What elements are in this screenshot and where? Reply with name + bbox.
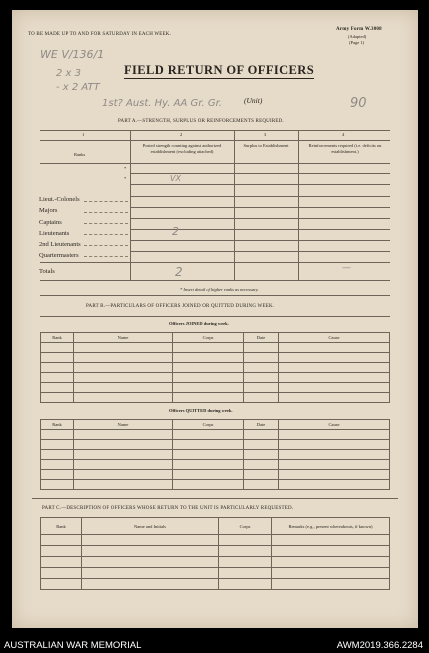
rank-rule (130, 229, 390, 230)
handwritten-unit: 1st? Aust. Hy. AA Gr. Gr. (102, 98, 222, 109)
col-cause: Cause (279, 420, 390, 430)
table-row (41, 450, 390, 460)
table-row (41, 373, 390, 383)
table-row (41, 440, 390, 450)
rank-rule (130, 196, 390, 197)
part-c-heading: PART C.—DESCRIPTION OF OFFICERS WHOSE RETURN TO THE UNIT IS PARTICULARLY REQUESTED. (42, 506, 294, 511)
adapted-label: (Adapted) (348, 34, 367, 39)
table-row (41, 460, 390, 470)
col-name-initials: Name and Initials (82, 518, 219, 535)
col-name: Name (74, 333, 173, 343)
col-date: Date (244, 333, 279, 343)
part-c-table (40, 517, 390, 590)
handwritten-reinf-total: — (342, 263, 351, 273)
rank-rule (130, 218, 390, 219)
col-number-2: 2 (180, 132, 183, 137)
table-row (41, 393, 390, 403)
table-row (41, 546, 390, 557)
star-rule-2 (130, 184, 390, 185)
fold-line (32, 498, 398, 499)
quitted-header-row (41, 420, 390, 430)
table-row (41, 557, 390, 568)
ranks-list (39, 194, 81, 262)
table-row (41, 383, 390, 393)
rank-majors: Majors (39, 207, 58, 215)
rank-lieut-colonels: Lieut.-Colonels (39, 196, 80, 203)
col-corps: Corps (173, 333, 244, 343)
col-number-4: 4 (342, 132, 345, 137)
leader-dots (84, 256, 128, 257)
col-rank: Rank (41, 333, 74, 343)
ranks-header: Ranks (74, 152, 86, 157)
handwritten-lieutenants: 2 (172, 225, 179, 238)
surplus-header: Surplus to Establishment (243, 143, 289, 148)
part-c-header-row (41, 518, 390, 535)
unit-label: (Unit) (244, 96, 263, 105)
handwritten-note-2: - x 2 ATT (56, 82, 100, 93)
leader-dots (84, 201, 128, 202)
part-a-col-divider-1 (130, 130, 131, 280)
joined-title: Officers JOINED during week. (169, 321, 229, 326)
rank-rule (130, 251, 390, 252)
part-b-heading: PART B.—PARTICULARS OF OFFICERS JOINED OR QUITTED DURING WEEK. (86, 304, 275, 309)
part-a-col-divider-3 (298, 130, 299, 280)
rank-rule (130, 240, 390, 241)
leader-dots (84, 223, 128, 224)
table-row (41, 363, 390, 373)
reinforcements-header: Reinforcements required (i.e. deficits on establishment.) (308, 143, 382, 154)
leader-dots (84, 234, 128, 235)
star-row-1: * (124, 166, 127, 171)
posted-strength-header: Posted strength counting against authorized establishment (excluding attached) (142, 143, 222, 154)
totals-rule (40, 262, 390, 263)
part-b-rule (40, 316, 390, 317)
part-a-bottom-rule (40, 280, 390, 281)
col-date: Date (244, 420, 279, 430)
section-divider (40, 295, 390, 296)
table-row (41, 470, 390, 480)
joined-header-row (41, 333, 390, 343)
instruction-text: TO BE MADE UP TO AND FOR SATURDAY IN EACH WEEK. (28, 32, 172, 37)
quitted-table (40, 419, 390, 490)
page-title: FIELD RETURN OF OFFICERS (124, 63, 315, 77)
table-row (41, 430, 390, 440)
handwritten-vx: VX (170, 174, 181, 183)
rank-2nd-lieutenants: 2nd Lieutenants (39, 241, 81, 249)
table-row (41, 480, 390, 490)
rank-lieutenants: Lieutenants (39, 229, 70, 237)
rank-captains: Captains (39, 218, 62, 226)
part-a-heading: PART A.—STRENGTH, SURPLUS OR REINFORCEMENTS REQUIRED. (118, 119, 284, 124)
star-row-2: * (124, 176, 127, 181)
table-row (41, 353, 390, 363)
leader-dots (84, 212, 128, 213)
col-corps: Corps (173, 420, 244, 430)
rank-quartermasters: Quartermasters (39, 252, 79, 260)
part-a-top-rule (40, 130, 390, 131)
handwritten-totals: 2 (175, 265, 183, 279)
col-rank: Rank (41, 518, 82, 535)
col-name: Name (74, 420, 173, 430)
part-a-col-divider-2 (234, 130, 235, 280)
quitted-title: Officers QUITTED during week. (169, 408, 233, 413)
footer-accession-number: AWM2019.366.2284 (336, 640, 423, 651)
footer-institution: AUSTRALIAN WAR MEMORIAL (4, 640, 142, 651)
col-remarks: Remarks (e.g., present whereabouts, if known) (272, 518, 390, 535)
col-number-3: 3 (264, 132, 267, 137)
col-corps: Corps (219, 518, 272, 535)
footnote: * Insert detail of higher ranks as necessary. (180, 287, 259, 292)
page-number: (Page 1) (349, 40, 365, 45)
star-rule-1 (130, 173, 390, 174)
handwritten-number: 90 (350, 96, 367, 111)
handwritten-reference: WE V/136/1 (40, 48, 105, 61)
table-row (41, 579, 390, 590)
table-row (41, 535, 390, 546)
handwritten-note-1: 2 x 3 (56, 68, 81, 79)
part-a-number-rule (40, 140, 390, 141)
rank-rule (130, 207, 390, 208)
part-a-header-rule (40, 163, 390, 164)
leader-dots (84, 245, 128, 246)
totals-label: Totals (39, 268, 55, 275)
col-cause: Cause (279, 333, 390, 343)
form-number: Army Form W.3008 (336, 27, 382, 32)
col-number-1: 1 (82, 132, 85, 137)
joined-table (40, 332, 390, 403)
form-page (12, 10, 418, 628)
col-rank: Rank (41, 420, 74, 430)
table-row (41, 343, 390, 353)
table-row (41, 568, 390, 579)
